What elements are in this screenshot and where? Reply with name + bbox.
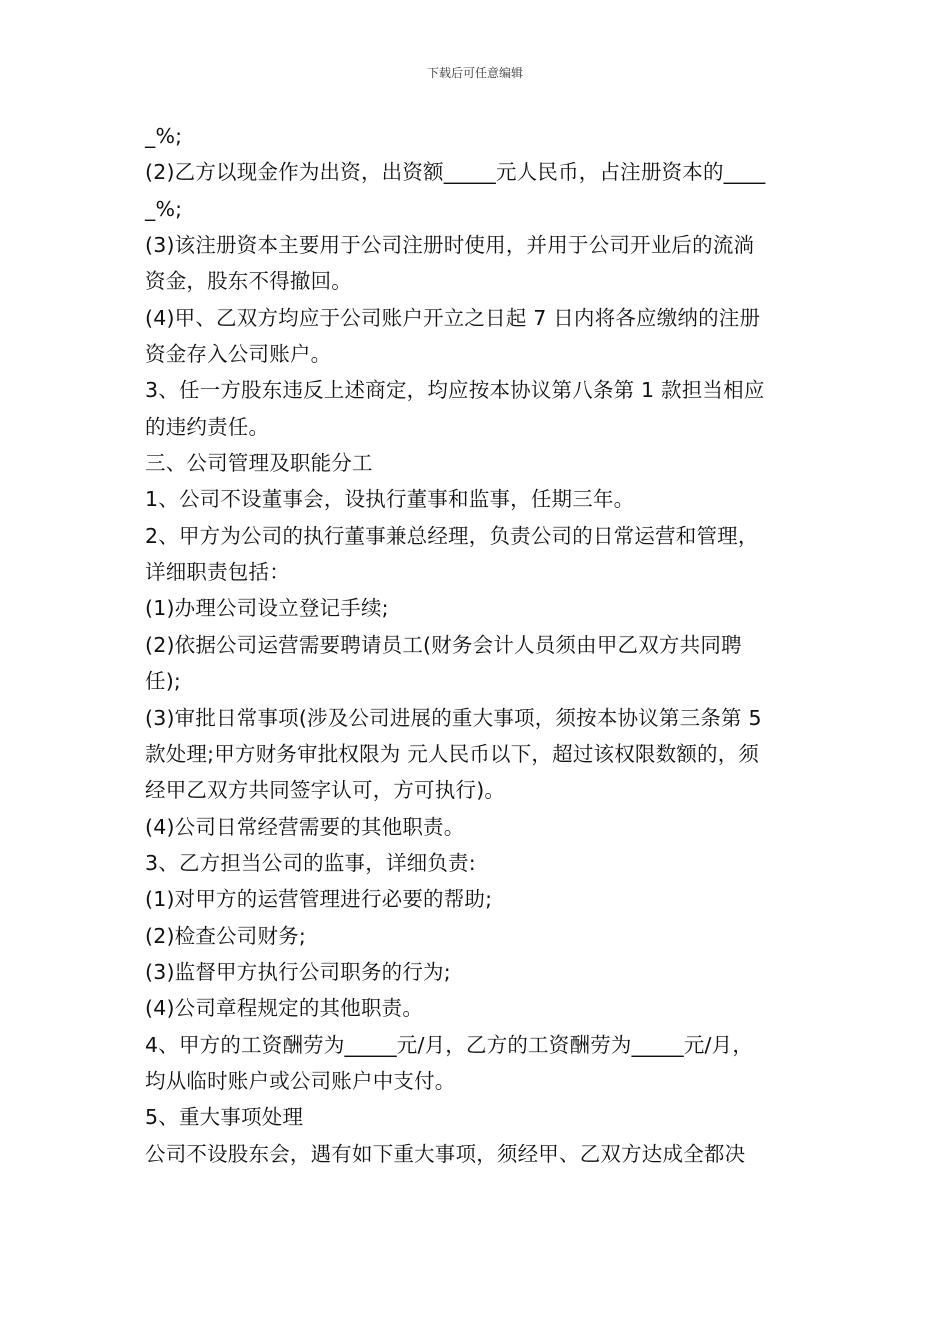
text-line: (2)检查公司财务; [145, 923, 306, 948]
section-heading: 三、公司管理及职能分工 [145, 451, 373, 476]
text-line: 3、乙方担当公司的监事，详细负责: [145, 850, 476, 875]
text-line: 的违约责任。 [145, 414, 270, 439]
text-line: 公司不设股东会，遇有如下重大事项，须经甲、乙双方达成全都决 [145, 1141, 746, 1166]
text-line: 经甲乙双方共同签字认可，方可执行)。 [145, 778, 506, 803]
text-line: 2、甲方为公司的执行董事兼总经理，负责公司的日常运营和管理， [145, 523, 759, 548]
section-heading: 5、重大事项处理 [145, 1105, 304, 1130]
text-line: 3、任一方股东违反上述商定，均应按本协议第八条第 1 款担当相应 [145, 378, 765, 403]
document-body [145, 118, 810, 1172]
text-line: 资金，股东不得撤回。 [145, 269, 352, 294]
text-line: (1)办理公司设立登记手续; [145, 596, 389, 621]
text-line: (2)乙方以现金作为出资，出资额_____元人民币，占注册资本的____ [145, 160, 766, 185]
page-header: 下载后可任意编辑 [426, 66, 523, 80]
text-line: (3)审批日常事项(涉及公司进展的重大事项，须按本协议第三条第 5 [145, 705, 762, 730]
text-line: (3)该注册资本主要用于公司注册时使用，并用于公司开业后的流淌 [145, 233, 755, 258]
text-line: (2)依据公司运营需要聘请员工(财务会计人员须由甲乙双方共同聘 [145, 632, 742, 657]
text-line: 1、公司不设董事会，设执行董事和监事，任期三年。 [145, 487, 635, 512]
text-line: 详细职责包括： [145, 560, 290, 585]
text-line: 任); [145, 669, 182, 694]
text-line: 资金存入公司账户。 [145, 342, 332, 367]
text-line: _%; [145, 196, 183, 221]
text-line: 4、甲方的工资酬劳为_____元/月，乙方的工资酬劳为_____元/月， [145, 1032, 754, 1057]
text-line: 均从临时账户或公司账户中支付。 [145, 1068, 456, 1093]
text-line: (4)公司日常经营需要的其他职责。 [145, 814, 465, 839]
text-line: (4)甲、乙双方均应于公司账户开立之日起 7 日内将各应缴纳的注册 [145, 305, 761, 330]
text-line: (1)对甲方的运营管理进行必要的帮助; [145, 887, 493, 912]
text-line: _%; [145, 124, 183, 148]
text-line: 款处理;甲方财务审批权限为 元人民币以下，超过该权限数额的，须 [145, 741, 760, 766]
text-line: (4)公司章程规定的其他职责。 [145, 996, 424, 1021]
text-line: (3)监督甲方执行公司职务的行为; [145, 959, 451, 984]
